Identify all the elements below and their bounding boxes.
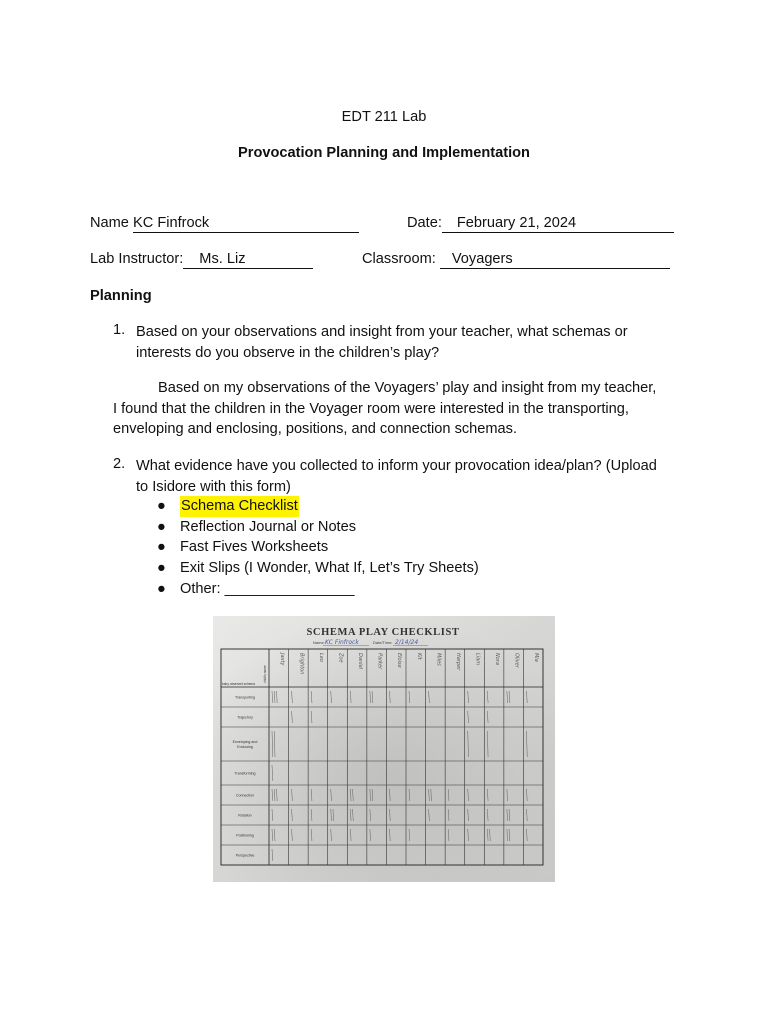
evidence-option: Exit Slips (I Wonder, What If, Let’s Try Sheets) [180,560,479,577]
q2-number: 2. [113,456,126,472]
name-label: Name [90,215,129,231]
name-value: KC Finfrock [133,216,359,233]
schema-row-label: Trajectory [237,715,253,720]
child-name-header: Kit [415,653,422,660]
child-name-header: Parker [376,653,383,670]
child-name-header: Nora [494,653,501,665]
child-name-header: Miles [435,653,442,666]
child-name-header: Eloise [396,653,403,668]
course-title: EDT 211 Lab [341,109,427,125]
schema-row-label: Rotation [238,813,252,818]
checklist-date-value: 2/14/24 [395,639,419,646]
child-name-header: Brighton [298,653,305,675]
date-label: Date: [407,215,442,231]
bullet-icon: ● [157,539,166,556]
evidence-option: Reflection Journal or Notes [180,518,357,535]
corner-label-top: child's name [263,665,267,683]
child-name-header: Zoe [337,653,344,663]
bullet-icon: ● [157,498,166,514]
child-name-header: Jaxty [278,653,285,666]
classroom-value: Voyagers [440,252,670,269]
schema-row-label: Transforming [234,771,256,776]
schema-row-label: Perspective [235,853,255,858]
form-title: Provocation Planning and Implementation [238,145,530,161]
planning-heading: Planning [90,288,152,304]
schema-row-label: Positioning [236,833,254,838]
checklist-title: SCHEMA PLAY CHECKLIST [306,627,460,638]
child-name-header: Oliver [513,653,520,668]
evidence-option-highlighted: Schema Checklist [180,496,299,517]
child-name-header: Daniel [357,653,364,669]
schema-row-label: Transporting [234,695,256,700]
evidence-option: Other: ________________ [180,580,355,597]
schema-row-label: Connection [235,793,255,798]
q1-text: Based on your observations and insight from your teacher, what schemas or interests do you observe in the children’s play? [136,324,628,361]
instructor-value: Ms. Liz [183,252,313,269]
name-field [90,215,359,233]
bullet-icon: ● [157,560,166,577]
classroom-field [362,251,670,269]
evidence-option: Fast Fives Worksheets [180,539,329,556]
date-field [407,215,674,233]
date-value: February 21, 2024 [442,216,674,233]
classroom-label: Classroom: [362,251,436,267]
schema-row-label: Enveloping and [232,740,258,744]
child-name-header: Liam [474,653,481,666]
schema-checklist-photo [213,616,555,882]
schema-row-label: Enclosing [237,745,253,749]
bullet-icon: ● [157,580,166,597]
answer1-paragraph: Based on my observations of the Voyagers’ play and insight from my teacher, I found that the children in the Voyager room were interested in the transporting, enveloping and enclosing, positions, and connection schemas. [113,380,657,437]
q1-number: 1. [113,322,126,338]
checklist-name-label: Name: [313,640,325,645]
q2-text: What evidence have you collected to inform your provocation idea/plan? (Upload to Isidore with this form) [136,458,657,495]
child-name-header: Leo [317,653,324,662]
checklist-date-label: Date/Time: [373,640,393,645]
corner-label-bottom: baby observed schema [222,682,255,686]
bullet-icon: ● [157,518,166,535]
instructor-field [90,251,313,269]
checklist-name-value: KC Finfrock [325,639,359,646]
child-name-header: Mia [533,653,540,662]
instructor-label: Lab Instructor: [90,251,184,267]
child-name-header: Harper [454,653,461,671]
